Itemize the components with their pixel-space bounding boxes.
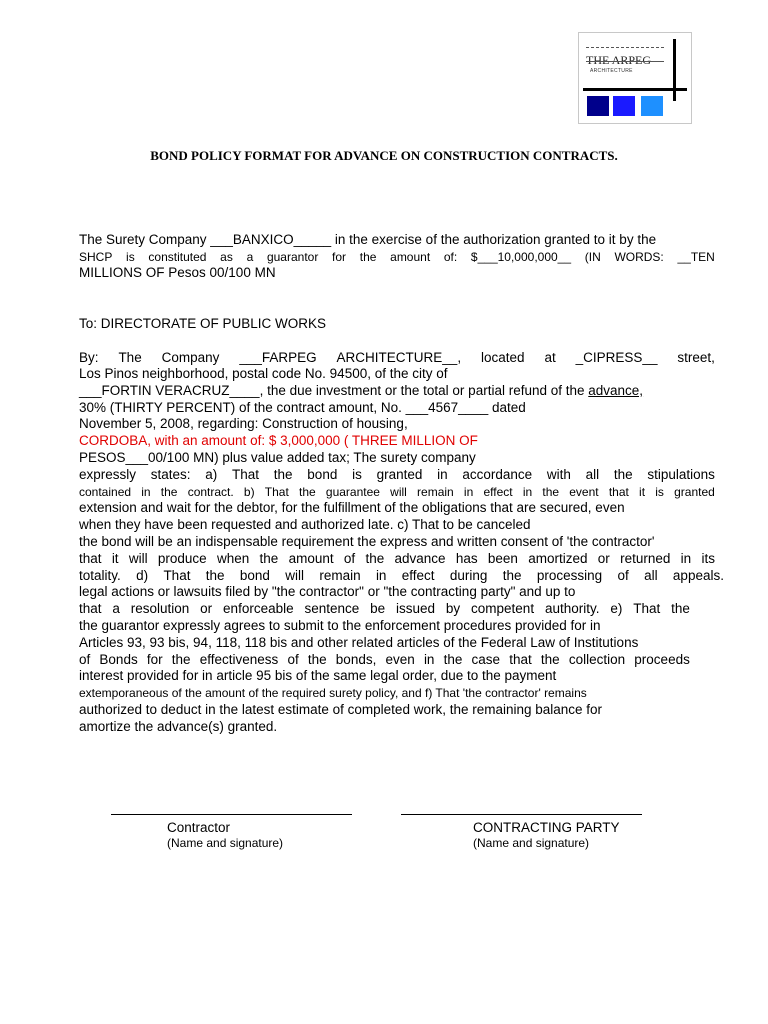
contractor-signature-line [111, 814, 352, 815]
word: guarantee [325, 485, 380, 499]
word: it [111, 551, 119, 566]
word: Bonds [99, 652, 138, 667]
body-line-13 [79, 551, 715, 567]
word: is [655, 485, 664, 499]
word: the [613, 467, 633, 482]
word: it [639, 485, 646, 499]
body-line-15: legal actions or lawsuits filed by "the contractor" or "the contracting party" and up to [79, 584, 576, 599]
word: d) [136, 568, 149, 583]
word: authority. [544, 601, 600, 616]
word: with [546, 467, 571, 482]
word: during [449, 568, 488, 583]
paragraph1-line1: The Surety Company ___BANXICO_____ in the exercise of the authorization granted to it by the [79, 232, 657, 247]
word: a [246, 250, 254, 264]
word: That [232, 467, 260, 482]
word: all [644, 568, 658, 583]
word: in [141, 485, 151, 499]
word: the [502, 568, 522, 583]
word: bond [307, 467, 338, 482]
word: bond [239, 568, 270, 583]
word: in [423, 652, 435, 667]
word: effect [483, 485, 513, 499]
word: effect [401, 568, 435, 583]
word: amortized [528, 551, 588, 566]
word: that [608, 485, 629, 499]
advance-underlined: advance, [588, 383, 644, 398]
word: amount [288, 551, 334, 566]
document-title: BOND POLICY FORMAT FOR ADVANCE ON CONSTRUCTION CONTRACTS. [150, 148, 618, 163]
word: the [359, 250, 377, 264]
word: sentence [304, 601, 360, 616]
contracting-party-sublabel: (Name and signature) [473, 836, 590, 850]
body-line-17: the guarantor expressly agrees to submit to the enforcement procedures provided for in [79, 618, 601, 633]
word: that [79, 551, 102, 566]
word: the [365, 551, 385, 566]
word: a [112, 601, 120, 616]
word: in [680, 551, 692, 566]
word: By: [79, 350, 99, 365]
body-line-20: interest provided for in article 95 bis of the same legal order, due to the payment [79, 668, 557, 683]
word: been [487, 551, 518, 566]
word: of [343, 551, 356, 566]
word: accordance [462, 467, 533, 482]
word: even [385, 652, 415, 667]
contractor-sublabel: (Name and signature) [167, 836, 284, 850]
word: in [375, 568, 387, 583]
word: _CIPRESS__ [575, 350, 658, 365]
body-line-7: PESOS___00/100 MN) plus value added tax; The surety company [79, 450, 476, 465]
word: the [160, 485, 178, 499]
word: resolution [130, 601, 190, 616]
body-line-11: when they have been requested and authorized late. c) That to be canceled [79, 517, 531, 532]
body-line-4: 30% (THIRTY PERCENT) of the contract amount, No. ___4567____ dated [79, 400, 526, 415]
word: has [455, 551, 478, 566]
contractor-label: Contractor [167, 820, 231, 835]
word: e) [610, 601, 623, 616]
word: of [79, 652, 91, 667]
paragraph1-line2 [79, 249, 715, 265]
word: the [273, 467, 293, 482]
word: contained [79, 485, 132, 499]
word: the [171, 652, 191, 667]
word: as [220, 250, 233, 264]
logo-square-light-blue [641, 96, 663, 116]
word: The [118, 350, 142, 365]
contracting-party-label: CONTRACTING PARTY [473, 820, 620, 835]
logo-strike [586, 61, 664, 62]
word: amount [390, 250, 431, 264]
logo-subtext: ARCHITECTURE [590, 68, 633, 74]
word: that [509, 652, 532, 667]
word: or [597, 551, 610, 566]
word: guarantor [266, 250, 319, 264]
body-line-18: Articles 93, 93 bis, 94, 118, 118 bis and other related articles of the Federal Law of Institutions [79, 635, 639, 650]
word: will [285, 568, 305, 583]
word: will [128, 551, 148, 566]
word: remain [417, 485, 454, 499]
body-line-19 [79, 652, 690, 668]
word: a) [205, 467, 218, 482]
word: be [370, 601, 386, 616]
body-line-10: extension and wait for the debtor, for the fulfillment of the obligations that are secured, even [79, 500, 625, 515]
word: the [259, 551, 279, 566]
word: enforceable [223, 601, 294, 616]
word: expressly [79, 467, 137, 482]
word: $___10,000,000__ [470, 250, 572, 264]
word: returned [620, 551, 671, 566]
body-line-2: Los Pinos neighborhood, postal code No. 94500, of the city of [79, 366, 448, 381]
body-line-21: extemporaneous of the amount of the required surety policy, and f) That 'the contractor' remains [79, 686, 587, 700]
body-line-3 [79, 383, 643, 399]
word: stipulations [647, 467, 715, 482]
body-line-23: amortize the advance(s) granted. [79, 719, 278, 734]
word: that [79, 601, 102, 616]
word: is [352, 467, 362, 482]
word: appeals. [672, 568, 724, 583]
body-line-1 [79, 350, 715, 366]
word: for [146, 652, 163, 667]
word: of [287, 652, 299, 667]
word: for [332, 250, 347, 264]
word: (IN [584, 250, 601, 264]
logo-square-blue [613, 96, 635, 116]
word: the [299, 485, 316, 499]
word: the [443, 652, 463, 667]
body-line-5: November 5, 2008, regarding: Construction of housing, [79, 416, 408, 431]
word: totality. [79, 568, 121, 583]
word: SHCP [79, 250, 113, 264]
word: competent [471, 601, 535, 616]
logo-text: THE ARPEG [586, 53, 652, 67]
addressee-line: To: DIRECTORATE OF PUBLIC WORKS [79, 316, 327, 331]
word: ___FARPEG [239, 350, 317, 365]
word: __TEN [677, 250, 715, 264]
word: will [390, 485, 407, 499]
word: is [126, 250, 135, 264]
word: street, [677, 350, 715, 365]
word: issued [396, 601, 436, 616]
word: Company [161, 350, 220, 365]
word: when [216, 551, 250, 566]
word: the [540, 652, 560, 667]
word: states: [150, 467, 191, 482]
word: the [542, 485, 560, 499]
word: constituted [148, 250, 207, 264]
word: in [522, 485, 533, 499]
logo-dashes [586, 47, 664, 48]
word: That [633, 601, 661, 616]
word: the [205, 568, 225, 583]
word: of: [443, 250, 458, 264]
word: event [569, 485, 599, 499]
body-line-16 [79, 601, 690, 617]
logo-square-dark-blue [587, 96, 609, 116]
word: bonds, [335, 652, 377, 667]
body-line-3-text: ___FORTIN VERACRUZ____, the due investment or the total or partial refund of the [79, 383, 589, 398]
word: ARCHITECTURE__, [336, 350, 462, 365]
word: WORDS: [614, 250, 664, 264]
logo-vertical-bar [673, 39, 676, 101]
contracting-party-signature-line [401, 814, 642, 815]
word: contract. [187, 485, 234, 499]
word: of [617, 568, 629, 583]
word: at [544, 350, 556, 365]
word: all [585, 467, 600, 482]
body-line-22: authorized to deduct in the latest estimate of completed work, the remaining balance for [79, 702, 603, 717]
word: That [264, 485, 289, 499]
word: processing [536, 568, 603, 583]
word: by [445, 601, 461, 616]
word: or [200, 601, 213, 616]
word: the [671, 601, 690, 616]
word: the [307, 652, 327, 667]
word: in [437, 467, 448, 482]
word: case [471, 652, 501, 667]
word: b) [243, 485, 255, 499]
body-line-8 [79, 467, 715, 483]
word: That [163, 568, 191, 583]
word: in [463, 485, 474, 499]
word: proceeds [634, 652, 690, 667]
word: produce [157, 551, 207, 566]
body-line-14 [79, 568, 724, 584]
company-logo [578, 32, 692, 124]
word: effectiveness [199, 652, 279, 667]
word: advance [394, 551, 446, 566]
word: located [481, 350, 525, 365]
word: granted [376, 467, 423, 482]
word: granted [674, 485, 715, 499]
body-line-9 [79, 484, 715, 500]
logo-horizontal-bar [583, 88, 687, 91]
word: collection [568, 652, 626, 667]
body-line-6-red: CORDOBA, with an amount of: $ 3,000,000 ( THREE MILLION OF [79, 433, 478, 448]
body-line-12: the bond will be an indispensable requirement the express and written consent of 'the contractor' [79, 534, 655, 549]
paragraph1-line3: MILLIONS OF Pesos 00/100 MN [79, 265, 276, 280]
word: remain [319, 568, 361, 583]
word: its [701, 551, 715, 566]
